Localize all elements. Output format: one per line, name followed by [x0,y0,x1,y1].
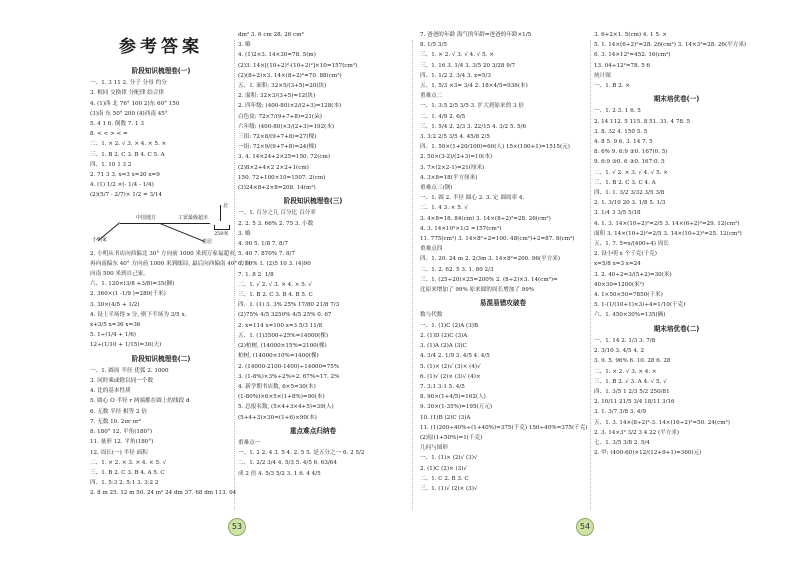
answer-line: 二、1. × 2. √ 3. × 4. × 5. × [90,141,167,148]
answer-line: (2)75% 4/5 3250% 4/5 25% 0. 67 [238,312,332,319]
answer-line: (2)柏树, (14000×15%=2100(棵) [238,343,327,350]
answer-line: 几何与图形 [420,445,448,452]
answer-line: 三、1. (25÷20)×25=200% 2. (8÷2)×3. 14(cm²)= [420,276,558,283]
answer-line: 7. 1. 8 2. 1/8 [238,271,274,278]
answer-line: 5. 4 1 6. 倒数 7. 1 3 [90,121,144,128]
answer-line: 六、1. 120×(3/8 +3/8)=35(捆) [90,281,175,288]
answer-line: (2)(8÷2)×3. 14×(8÷2)²=70. 88(cm²) [238,72,342,79]
answer-line: 2. 71 3 3. x=3 x=20 x=9 [90,172,160,179]
answer-line: 统计图 [594,72,611,79]
map-label: 北 [223,202,229,209]
answer-line: x+3/5 x=36 x=36 [90,322,141,329]
answer-line: 8. 1/5 3/5 [420,42,447,49]
answer-line: 8. 6% 9. 6:9 ③0. 167(0. 5) [594,149,668,156]
answer-line: 2. (1)C (2)× (3)√ [420,465,467,472]
answer-line: 6. (1)√ (2)× (3)√ (4)× [420,373,481,380]
answer-line: 2. 50×(3-2)/(2+3)=10(本) [420,154,493,161]
answer-line: 7. 爸爸的年龄 海气的年龄=爸爸的年龄×1/5 [420,32,532,38]
answer-line: 二、1. 2/2 3/4 4. 5/3 5. 4/5 6. 63/64 [238,460,337,467]
answer-line: 五、1. 7. 5=x/(400÷4) 周长 [594,241,669,248]
answer-line: 3. 略 [238,230,251,237]
scale-bar-icon [214,225,230,230]
answer-block [238,208,388,422]
answer-line: 8. 90×(1+4/5)=162(人) [420,394,486,401]
answer-line: 5. 1-(1/(10+1)×3)÷4=1/10(千克) [594,302,686,309]
answer-line: 5. 1. 14×(6÷2)²=28. 26(cm²) 3. 14×3²=28. 26(平方米) [594,42,747,49]
answer-block [238,438,388,479]
answer-line: 10. (1)B (2)C (3)A [420,414,471,421]
answer-line: 五、1. 面积: 32×5/(3+5)=20(块) [238,83,327,90]
answer-line: 3. 略 [238,42,251,49]
answer-line: 4. 3. 14×10²×1/2 =157(cm²) [420,225,502,232]
answer-line: 4. (1)西 北 76° 100 2)东 60° 150 [90,100,180,107]
answer-line: 3. 9. 5. 96% 6. 10. 28 6. 28 [594,358,671,365]
answer-line: 3. 2. 40÷2=3/(5+2)=30(米) [594,271,672,278]
answer-line: 3. 8. 32 4. 150 5. 5 [594,128,648,135]
answer-line: 向南 500 米到自己家。 [90,271,149,278]
answer-line: 2. 2. 5 3. 66% 2. 75 3. 小数 [238,220,314,227]
answer-line: 再向南偏东 40° 方向前 1000 米到邮局, 最后向西偏南 40° 方向 [90,260,251,267]
answer-line: 2. 1. 3/10 20 3. 1/8 5. 1/3 [594,200,666,207]
section-heading: 阶段知识梳理卷(三) [283,197,343,206]
answer-line: 2. 甲: (400-60)×12/(12+9+1)=360(元) [594,450,702,457]
answer-line: 柏树, (14000×10%=1400(棵) [238,353,319,360]
answer-line: 7. 无数 10. 2πr πr² [90,418,142,425]
section-heading: 重点难点归纳卷 [289,426,337,435]
answer-line: 9. 30×(1-35%)=195(万元) [420,404,493,411]
answer-line: 3. 30×(4/5 + 1/2) [90,301,140,308]
answer-line: 4. 90 5. 1/8 7. 8/7 [238,241,289,248]
answer-line: 3. 6+2×1. 5(cm) 4. 1 5. × [594,32,668,38]
answer-line: 12. 周长(一) 半径 面积 [90,449,148,456]
column-divider [412,40,413,510]
answer-line: 四、1. 50×(1+20/100)=60(人) 15×(100+1)=1515(元) [420,144,570,151]
answer-block [90,78,232,200]
answer-line: 6. 无数 半径 相等 2 倍 [90,408,147,415]
answer-line: 4. 3/4 2. 1/9 3. 4/5 4. 4/5 [420,353,490,360]
answer-line: (2)3. 14×[(10÷2)²-(10÷2)²]×10=157(cm²) [238,62,358,69]
answer-line: 四、1. 10 1 3 2 [90,161,132,168]
answer-line: 二、1. C 2. B 3. C [420,475,469,482]
answer-block [420,30,586,295]
answer-line: 重难点二 [420,93,443,100]
answer-line: 150. 72+100×10=1507. 2(cm) [238,174,326,181]
answer-line: (5+4+3)×30=(1+6)×90(本) [238,414,317,421]
answer-line: 3. (1)A (2)A (3)C [420,343,467,350]
answer-line: x=5/8 x=3 x=24 [594,261,641,268]
answer-line: 8. < < > < = [90,131,128,138]
answer-line: 三、1. 16 3. 1/4 3. 3/5 20 3/28 9/7 [420,62,516,69]
answer-line: 4. (1) 1/2 ×(- 1/4 - 1/4) [90,182,154,189]
map-label: 小明家 [92,236,108,243]
answer-line: 2. (1)D (2)C (3)A [420,332,468,339]
answer-line: 11. (1)200÷40%÷(1+40%)=375(千克) 150÷40%=375(千克) [420,424,588,431]
answer-line: 二、1. 4/9 2. 6/5 [420,113,466,120]
answer-line: 七、1. 3/5 3/8 2. 5/4 [594,439,650,446]
answer-line: 6. 3. 14×12²=452. 16(cm²) [594,52,671,59]
map-label: 工贸最级超市 [178,214,209,221]
answer-block [594,106,759,320]
answer-line: 2. x=114 x=100 x=3 5/3 11/8 [238,322,323,329]
answer-line: (1-80%)×6×5×(1+8%)=90(本) [238,394,325,401]
answer-line: 面积 3. 14×(10÷2)²=2/5 3. 14×(10÷2)²=25. 12(cm²) [594,230,742,237]
answer-line: 7. 3:1 3:1 5. 4/5 [420,383,465,390]
column-divider [234,40,235,510]
answer-line: 五、1. 5/3 ×3= 3/4 2. 18×4/5=936(本) [420,83,528,90]
answer-line: 五、1. 3. 14×(8÷2)²-3. 14×(16÷2)²=50. 24(cm²) [594,419,730,426]
answer-line: 4. 3×8=18(平方厘米) [420,174,478,181]
answer-block [90,366,237,499]
answer-block [238,30,388,193]
answer-line: (3)24×8+2×8=208. 14(m²) [238,185,316,192]
answer-line: 40×30=1200(米²) [594,281,645,288]
answer-line: 2. 小明从书店向西偏北 30° 方向前 1000 米到万家福超市, [90,250,237,257]
answer-line: 11. 量形 12. 平角(180°) [90,439,154,446]
answer-line: 四、1. 20. 24 m 2. 2/3m 3. 14×8²=200. 96(平方米) [420,256,561,263]
map-line [120,223,210,224]
column-3 [420,30,586,494]
answer-line: 三、1. B 2. C 3. B 4. A 5. C [90,469,165,476]
answer-line: 重难点四 [420,246,443,253]
answer-line: 5. 1÷(1/4 + 1/6) [90,332,136,339]
answer-line: 三组: 72×8/(9+7+8)=27(棵) [238,134,317,141]
answer-line: 一组: 72×9/(9+7+8)=24(棵) [238,144,317,151]
answer-line: 一、1. 3 11 2. 分子 分母 约分 [90,80,167,87]
answer-line: 3. (1-8%)×3%÷2%≈2. 67%≈17. 2% [238,373,340,380]
answer-line: 二、1. 4 3. × 5. √ [420,205,468,212]
map-line [160,223,205,242]
answer-line: 白色皮: 72×7/(9+7+8)=21(朵) [238,113,322,120]
answer-line: 4. 比的基本性质 [90,388,131,395]
answer-line: 三、1. B 2. C 3. B 4. B 5. C [238,292,313,299]
answer-line: 4. 新学期书店数, 6×5=30(本) [238,383,316,390]
answer-line: 一、1. 圆周 半径 优弧 2. 1000 [90,367,169,374]
answer-line: 重难点一 [238,439,261,446]
answer-line: 一、1. 圆 2. 半径 圆心 2. 3. 定 圆周率 4. [420,195,525,202]
page-number-badge: 53 [228,518,246,536]
direction-map-figure [90,203,232,247]
answer-line: 六年级: (400-80)×3/(2+3)=192(本) [238,123,335,130]
north-arrow-icon [220,205,221,221]
answer-line: 11. 775(cm²) 3. 14×8²÷2=100. 48(cm²)+2=87. 8(cm²) [420,236,575,243]
answer-line: 一、1. 3:5 2/5 3/5 3. 扩大到原来的 3 倍 [420,103,525,110]
answer-line: 二、1. × 2. √ 3. × 4. × [594,368,657,375]
answer-line: 3. 1. 3/7 3/8 3. 4/9 [594,409,646,416]
answer-line: 一、1. B 2. × [594,83,630,90]
answer-line: 3. 4. 14×24+2×25=150. 72(cm) [238,154,331,161]
section-heading: 期末培优卷(一) [653,95,700,104]
answer-line: 四、1. 1. 3/2 3/32 3/5 3/8 [594,190,665,197]
answer-line: (3)南 东 50° 200 (4)西南 45° [90,110,168,117]
page-title: 参考答案 [119,37,203,57]
answer-line: 三、1. (1)√ (2)× (3)√ [420,485,478,492]
section-heading: 阶段知识梳理卷(二) [131,354,191,363]
answer-line: 6. 10% 1. (2)5 10 3. (4)90 [238,261,311,268]
page-number-badge: 54 [576,518,594,536]
answer-line: 4. 1×50×50=7850(千米) [594,292,663,299]
answer-line: 5. 40 7. 870% 7. 8/7 [238,251,296,258]
answer-line: 4. 1. 3. 14×(10÷2)²=2/5 3. 14×(6÷2)²=29. 12(cm²) [594,220,740,227]
answer-line: 三、1. B 2. C 3. B 4. C 5. A [90,151,165,158]
answer-line: (2)原(1+50%)=1(千克) [420,434,483,441]
answer-line: 一、1. 2 3. 1 6. 5 [594,108,641,115]
answer-line: 比原来增加了 99% 原来圆的周长增加了 99% [420,287,535,294]
answer-line: 4. (1)2×3. 14×30=78. 5(m) [238,52,316,59]
answer-block [420,310,586,494]
answer-line: 一、1. (1)C (2)A (3)B [420,322,479,329]
answer-line: 三、1. 5/4 2. 2/3 3. 22/15 4. 3/2 5. 5/6 [420,123,527,130]
answer-line: 3. 1/4 3 3/5 5/18 [594,210,641,217]
answer-line: 2. 设小明 x 个千克(千克) [594,251,657,258]
answer-line: 三、1. B 2. √ 3. A 4. √ 5. √ [594,378,667,385]
answer-line: 2. 四年级: (400-80)×2/(2+3)=128(本) [238,103,342,110]
answer-line: 二、1. × 2. × 3. × 4. × 5. √ [90,459,167,466]
answer-line: 3. 4×8=18. 84(cm) 3. 14×(8÷2)²=28. 26(cm²) [420,215,551,222]
answer-line: 六、1. 450×30%=135(辆) [594,312,666,319]
answer-line: 5. 总报名数, (5×4+3×4+5)=39(人) [238,404,334,411]
answer-line: 2. 3. 14×3² 3/2 3 4 22 (平方米) [594,429,680,436]
answer-line: 三、1. B 2. C 3. C 4. A [594,179,656,186]
answer-line: 2. 8 m 25. 12 m 50. 24 m² 24 dm 37. 68 dm 113. 04 [90,490,237,497]
answer-line: 2. 14 112. 5 115. 8 51. 31. 4 78. 5 [594,118,691,125]
answer-line: 一、1. 百分之几 百分比 百分率 [238,210,316,217]
answer-line: (2)(5/7 - 2/7)× 1/2 = 3/14 [90,192,163,199]
answer-line: 二、1. √ 2. × 3. √ 4. √ 5. × [594,169,668,176]
section-heading: 期末培优卷(二) [653,324,700,333]
answer-line: dm² 3. 6 cm 28. 26 cm² [238,32,304,38]
answer-line: 一、1. (1)× (2)√ (3)√ [420,455,478,462]
answer-line: (2)8×2+4×2 2×2+1(cm) [238,164,309,171]
answer-line: 四、1. 5:3 2. 5:1 3. 3:2 2 [90,480,159,487]
answer-line: 5. (1)× (2)√ (3)× (4)√ [420,363,481,370]
answer-line: 2. 面积: 32×3/(3+5)=12(块) [238,93,316,100]
answer-line: 四、1. (1) 3. 3% 25% 17/80 21/8 7/3 [238,302,340,309]
answer-line: 5. 圆心 O 半径 r 两端都在圆上的线段 d [90,398,190,405]
answer-line: 三、1. × 2. √ 3. √ 4. √ 5. × [420,52,494,59]
answer-line: 8. 180° 12. 平角(180°) [90,429,153,436]
answer-line: 五、1. (1)3500÷25%=14000(棵) [238,332,329,339]
answer-line: 9. 6:9 ③0. 6 ③0. 167:0. 5 [594,159,665,166]
answer-line: 2. (14000-2100-1400)÷14000=75% [238,363,340,370]
answer-line: 2. 10/11 21/5 3/4 18/11 3/16 [594,399,675,406]
column-2 [238,30,388,479]
answer-line: 二、1. √ 2. √ 3. × 4. × 5. √ [238,281,312,288]
answer-block [594,30,759,91]
map-label: 希居 [202,238,213,245]
answer-line: 一、1. 14 2. 1/3 3. 7/8 [594,337,656,344]
section-heading: 阶段知识梳理卷(一) [131,67,191,75]
answer-line: 重难点三(钢) [420,185,453,192]
answer-line: 成 2 倍 4. 5/3 5/2 3. 1 6. 4 4/5 [238,470,321,477]
answer-line: 3. 同时乘或除以同一个数 [90,378,154,385]
answer-line: 3. 7×(2×2-1)=21(厘米) [420,164,485,171]
answer-line: 数与代数 [420,312,443,319]
answer-line: 一、1. 2 2. 4 3. 5 4. 2. 5 5. 是五分之一 6. 2 5/2 [238,450,365,457]
answer-line: 四、1. 1/2 2. 3/4 3. x=5/3 [420,72,491,79]
column-divider [590,40,591,510]
answer-line: 3. 3:2 2/5 3/5 4. 45/8 2/5 [420,134,490,141]
answer-line: 13. 04÷12²=78. 5 6 [594,62,651,69]
section-heading: 易混易错攻破卷 [479,299,527,308]
answer-block [594,336,759,458]
answer-line: 4. 设上半场得 x 分, 则下半场为 3/5 x。 [90,311,191,318]
column-4 [594,30,759,458]
answer-line: 2. 360×(1 -1/9 )=280(千米) [90,291,166,298]
answer-line: 12÷(1/10 + 1/15)=30(天) [90,342,162,349]
answer-line: 4. 8 5. 9 6. 3. 14 7. 5 [594,139,653,146]
map-label: 250米 [214,230,229,237]
answer-line: 3. 相同 交换律 分配律 结合律 [90,90,164,97]
map-label: 中国地方 [136,214,157,221]
answer-line: 二、1. 2. 62. 5 3. 1. 80 2/3 [420,266,494,273]
answer-line: 四、1. 3/5 1 2/3 5/2 250/81 [594,388,670,395]
answer-line: 2. 3/10 3. 4/5 4. 2 [594,348,645,355]
answer-block [90,249,251,351]
